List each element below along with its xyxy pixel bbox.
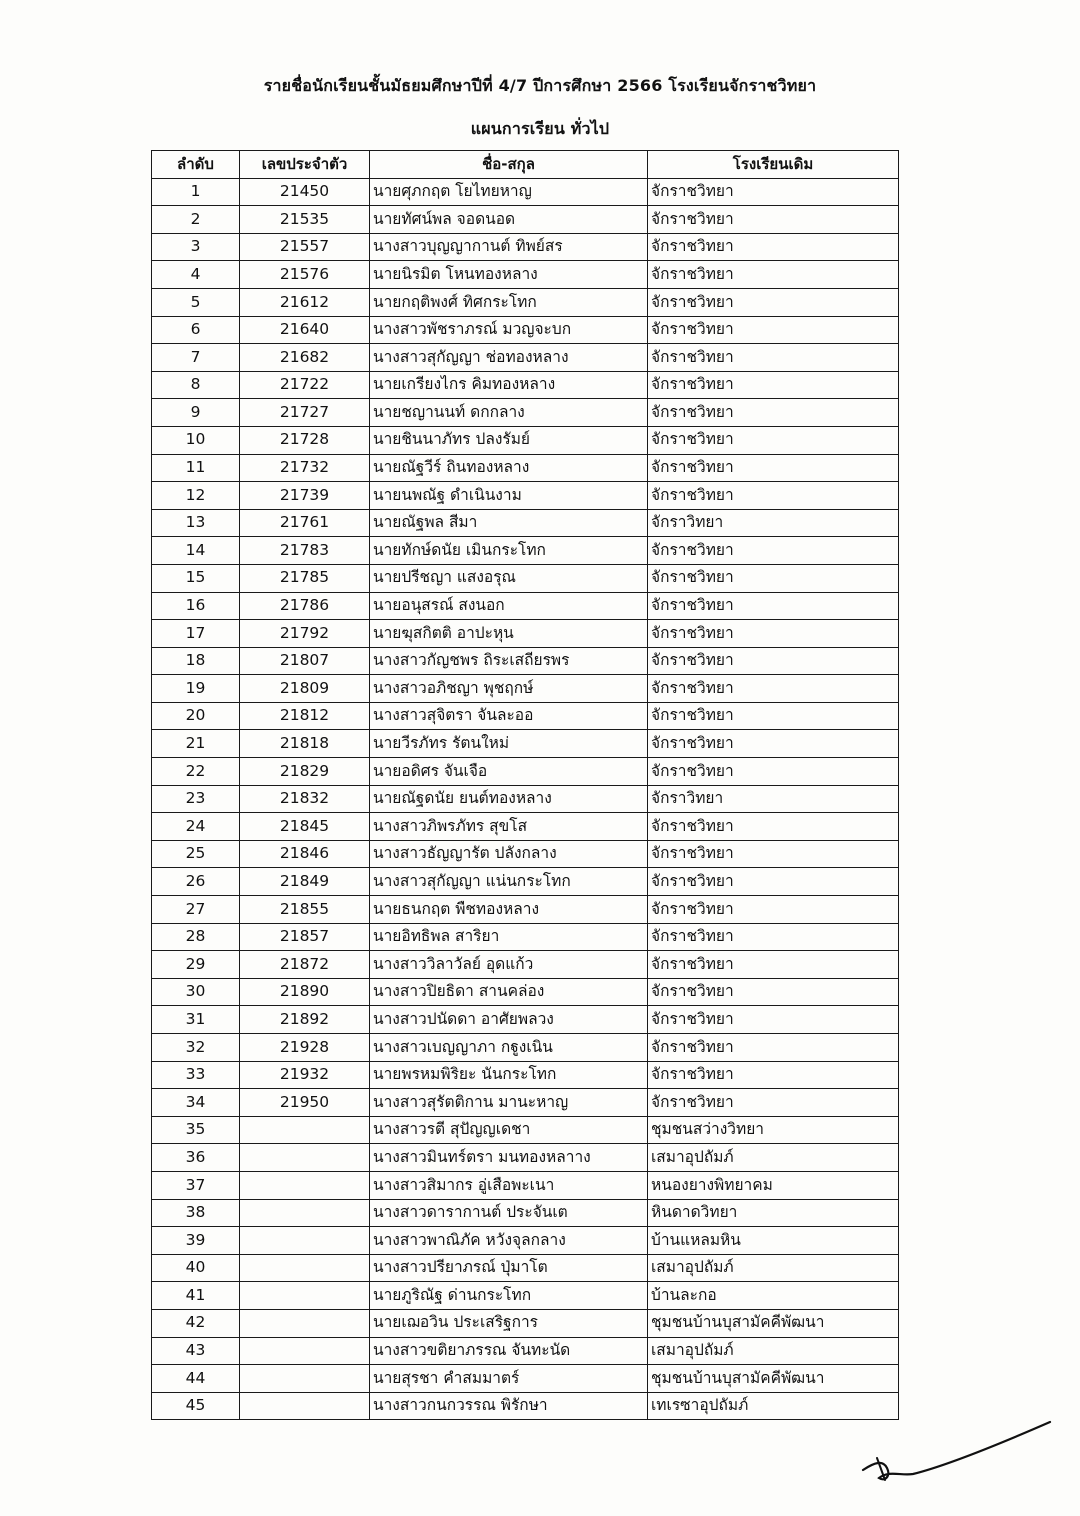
table-row xyxy=(152,261,899,289)
table-row xyxy=(152,509,899,537)
table-row xyxy=(152,482,899,510)
row-order: 1 xyxy=(152,178,240,206)
previous-school: จักราชวิทยา xyxy=(648,1006,899,1034)
row-order: 45 xyxy=(152,1392,240,1420)
table-row xyxy=(152,1365,899,1393)
header-previous-school: โรงเรียนเดิม xyxy=(648,151,899,179)
student-id: 21829 xyxy=(240,758,370,786)
previous-school: จักราวิทยา xyxy=(648,509,899,537)
header-order: ลำดับ xyxy=(152,151,240,179)
student-id: 21857 xyxy=(240,923,370,951)
previous-school: จักราชวิทยา xyxy=(648,592,899,620)
student-name: นายนิรมิต โหนทองหลาง xyxy=(370,261,648,289)
previous-school: จักราชวิทยา xyxy=(648,399,899,427)
previous-school: จักราชวิทยา xyxy=(648,923,899,951)
row-order: 2 xyxy=(152,206,240,234)
previous-school: หินดาดวิทยา xyxy=(648,1199,899,1227)
student-id: 21722 xyxy=(240,371,370,399)
student-name: นางสาวภิพรภัทร สุขโส xyxy=(370,813,648,841)
previous-school: จักราชวิทยา xyxy=(648,537,899,565)
table-row xyxy=(152,564,899,592)
table-row xyxy=(152,923,899,951)
previous-school: จักราชวิทยา xyxy=(648,702,899,730)
student-id: 21807 xyxy=(240,647,370,675)
previous-school: จักราชวิทยา xyxy=(648,758,899,786)
row-order: 9 xyxy=(152,399,240,427)
table-row xyxy=(152,675,899,703)
student-name: นายปรีชญา แสงอรุณ xyxy=(370,564,648,592)
student-name: นายสุรชา คำสมมาตร์ xyxy=(370,1365,648,1393)
previous-school: จักราชวิทยา xyxy=(648,261,899,289)
table-row xyxy=(152,840,899,868)
student-name: นายอดิศร จันเจือ xyxy=(370,758,648,786)
table-row xyxy=(152,1309,899,1337)
student-name: นางสาวสุกัญญา แน่นกระโทก xyxy=(370,868,648,896)
table-row xyxy=(152,288,899,316)
student-id xyxy=(240,1309,370,1337)
student-name: นางสาวปนัดดา อาศัยพลวง xyxy=(370,1006,648,1034)
student-id: 21576 xyxy=(240,261,370,289)
table-row xyxy=(152,896,899,924)
student-name: นายฆุสกิตติ อาปะหุน xyxy=(370,620,648,648)
student-name: นายณัฐดนัย ยนต์ทองหลาง xyxy=(370,785,648,813)
table-row xyxy=(152,206,899,234)
row-order: 20 xyxy=(152,702,240,730)
student-id: 21809 xyxy=(240,675,370,703)
row-order: 42 xyxy=(152,1309,240,1337)
student-id: 21612 xyxy=(240,288,370,316)
table-row xyxy=(152,178,899,206)
previous-school: จักราวิทยา xyxy=(648,785,899,813)
previous-school: จักราชวิทยา xyxy=(648,454,899,482)
previous-school: จักราชวิทยา xyxy=(648,840,899,868)
row-order: 36 xyxy=(152,1144,240,1172)
row-order: 31 xyxy=(152,1006,240,1034)
row-order: 21 xyxy=(152,730,240,758)
row-order: 24 xyxy=(152,813,240,841)
student-name: นายทัศน์พล จอดนอด xyxy=(370,206,648,234)
row-order: 12 xyxy=(152,482,240,510)
student-name: นายธนกฤต พืชทองหลาง xyxy=(370,896,648,924)
table-row xyxy=(152,1282,899,1310)
table-row xyxy=(152,454,899,482)
row-order: 27 xyxy=(152,896,240,924)
student-id: 21535 xyxy=(240,206,370,234)
student-name: นายพรหมพิริยะ นันกระโทก xyxy=(370,1061,648,1089)
previous-school: เทเรซาอุปถัมภ์ xyxy=(648,1392,899,1420)
previous-school: จักราชวิทยา xyxy=(648,344,899,372)
previous-school: ชุมชนสว่างวิทยา xyxy=(648,1116,899,1144)
student-id: 21832 xyxy=(240,785,370,813)
student-name: นางสาวดารากานต์ ประจันเต xyxy=(370,1199,648,1227)
table-row xyxy=(152,371,899,399)
student-name: นายชินนาภัทร ปลงรัมย์ xyxy=(370,426,648,454)
table-row xyxy=(152,813,899,841)
table-row xyxy=(152,978,899,1006)
previous-school: ชุมชนบ้านบุสามัคคีพัฒนา xyxy=(648,1365,899,1393)
student-name: นางสาวพาณิภัค หวังจุลกลาง xyxy=(370,1227,648,1255)
previous-school: จักราชวิทยา xyxy=(648,178,899,206)
row-order: 3 xyxy=(152,233,240,261)
previous-school: จักราชวิทยา xyxy=(648,675,899,703)
previous-school: บ้านละกอ xyxy=(648,1282,899,1310)
row-order: 23 xyxy=(152,785,240,813)
row-order: 43 xyxy=(152,1337,240,1365)
row-order: 35 xyxy=(152,1116,240,1144)
previous-school: จักราชวิทยา xyxy=(648,371,899,399)
student-id: 21818 xyxy=(240,730,370,758)
table-row xyxy=(152,868,899,896)
table-row xyxy=(152,951,899,979)
row-order: 33 xyxy=(152,1061,240,1089)
student-id: 21732 xyxy=(240,454,370,482)
student-id: 21890 xyxy=(240,978,370,1006)
table-body xyxy=(152,178,899,1420)
student-id: 21761 xyxy=(240,509,370,537)
student-name: นางสาวกนกวรรณ พิรักษา xyxy=(370,1392,648,1420)
previous-school: จักราชวิทยา xyxy=(648,564,899,592)
student-id: 21682 xyxy=(240,344,370,372)
student-name: นายณัฐวีร์ ถินทองหลาง xyxy=(370,454,648,482)
student-id: 21928 xyxy=(240,1034,370,1062)
student-name: นางสาวสุจิตรา จันละออ xyxy=(370,702,648,730)
row-order: 25 xyxy=(152,840,240,868)
student-id: 21728 xyxy=(240,426,370,454)
table-row xyxy=(152,1144,899,1172)
student-name: นายนพณัฐ ดำเนินงาม xyxy=(370,482,648,510)
student-id: 21783 xyxy=(240,537,370,565)
student-id xyxy=(240,1337,370,1365)
row-order: 30 xyxy=(152,978,240,1006)
row-order: 44 xyxy=(152,1365,240,1393)
student-id xyxy=(240,1171,370,1199)
previous-school: จักราชวิทยา xyxy=(648,206,899,234)
table-row xyxy=(152,316,899,344)
student-id: 21557 xyxy=(240,233,370,261)
previous-school: จักราชวิทยา xyxy=(648,1061,899,1089)
student-name: นายภูริณัฐ ด่านกระโทก xyxy=(370,1282,648,1310)
document-title: รายชื่อนักเรียนชั้นมัธยมศึกษาปีที่ 4/7 ปีการศึกษา 2566 โรงเรียนจักราชวิทยา xyxy=(263,76,817,95)
student-name: นางสาวขติยาภรรณ จันทะนัด xyxy=(370,1337,648,1365)
row-order: 17 xyxy=(152,620,240,648)
student-name: นางสาวบุญญากานต์ ทิพย์สร xyxy=(370,233,648,261)
row-order: 16 xyxy=(152,592,240,620)
student-id xyxy=(240,1116,370,1144)
student-name: นายวีรภัทร รัตนใหม่ xyxy=(370,730,648,758)
previous-school: จักราชวิทยา xyxy=(648,620,899,648)
header-student-id: เลขประจำตัว xyxy=(240,151,370,179)
table-row xyxy=(152,399,899,427)
row-order: 5 xyxy=(152,288,240,316)
table-row xyxy=(152,1199,899,1227)
previous-school: จักราชวิทยา xyxy=(648,868,899,896)
student-id: 21640 xyxy=(240,316,370,344)
previous-school: เสมาอุปถัมภ์ xyxy=(648,1254,899,1282)
row-order: 39 xyxy=(152,1227,240,1255)
table-row xyxy=(152,1392,899,1420)
student-id: 21892 xyxy=(240,1006,370,1034)
previous-school: จักราชวิทยา xyxy=(648,288,899,316)
student-id xyxy=(240,1227,370,1255)
table-row xyxy=(152,1116,899,1144)
student-id xyxy=(240,1254,370,1282)
student-name: นางสาวสิมากร อู่เสือพะเนา xyxy=(370,1171,648,1199)
student-name: นางสาวพัชราภรณ์ มวญจะบก xyxy=(370,316,648,344)
table-row xyxy=(152,1254,899,1282)
student-name: นายอิทธิพล สาริยา xyxy=(370,923,648,951)
student-id xyxy=(240,1199,370,1227)
row-order: 40 xyxy=(152,1254,240,1282)
student-name: นางสาวปิยธิดา สานคล่อง xyxy=(370,978,648,1006)
table-row xyxy=(152,1061,899,1089)
student-id xyxy=(240,1365,370,1393)
previous-school: เสมาอุปถัมภ์ xyxy=(648,1144,899,1172)
student-id: 21846 xyxy=(240,840,370,868)
student-name: นางสาวมินทร์ตรา มนทองหลาาง xyxy=(370,1144,648,1172)
student-name: นางสาวปรียาภรณ์ ปุ่มาโต xyxy=(370,1254,648,1282)
row-order: 10 xyxy=(152,426,240,454)
row-order: 13 xyxy=(152,509,240,537)
row-order: 18 xyxy=(152,647,240,675)
previous-school: จักราชวิทยา xyxy=(648,730,899,758)
previous-school: จักราชวิทยา xyxy=(648,1034,899,1062)
table-row xyxy=(152,426,899,454)
table-row xyxy=(152,1337,899,1365)
previous-school: จักราชวิทยา xyxy=(648,647,899,675)
row-order: 14 xyxy=(152,537,240,565)
student-name: นายกฤติพงศ์ ทิศกระโทก xyxy=(370,288,648,316)
table-row xyxy=(152,1171,899,1199)
student-id: 21786 xyxy=(240,592,370,620)
student-name: นางสาววิลาวัลย์ อุดแก้ว xyxy=(370,951,648,979)
student-id: 21950 xyxy=(240,1089,370,1117)
student-id: 21849 xyxy=(240,868,370,896)
student-id: 21739 xyxy=(240,482,370,510)
student-id: 21450 xyxy=(240,178,370,206)
row-order: 7 xyxy=(152,344,240,372)
table-header-row xyxy=(152,151,899,179)
student-name: นางสาวสุกัญญา ช่อทองหลาง xyxy=(370,344,648,372)
table-row xyxy=(152,592,899,620)
row-order: 22 xyxy=(152,758,240,786)
student-id xyxy=(240,1392,370,1420)
table-row xyxy=(152,344,899,372)
signature-mark xyxy=(855,1410,1055,1490)
table-row xyxy=(152,1034,899,1062)
student-id: 21872 xyxy=(240,951,370,979)
student-id xyxy=(240,1282,370,1310)
previous-school: บ้านแหลมหิน xyxy=(648,1227,899,1255)
previous-school: จักราชวิทยา xyxy=(648,978,899,1006)
table-row xyxy=(152,647,899,675)
student-name: นายทักษ์ดนัย เมินกระโทก xyxy=(370,537,648,565)
student-id: 21812 xyxy=(240,702,370,730)
student-name: นายเกรียงไกร คิมทองหลาง xyxy=(370,371,648,399)
row-order: 15 xyxy=(152,564,240,592)
row-order: 37 xyxy=(152,1171,240,1199)
row-order: 11 xyxy=(152,454,240,482)
student-name: นายณัฐพล สีมา xyxy=(370,509,648,537)
student-name: นางสาวสุรัตติกาน มานะหาญ xyxy=(370,1089,648,1117)
student-id: 21785 xyxy=(240,564,370,592)
previous-school: เสมาอุปถัมภ์ xyxy=(648,1337,899,1365)
table-row xyxy=(152,785,899,813)
student-id: 21932 xyxy=(240,1061,370,1089)
student-name: นางสาวอภิชญา พุชฤกษ์ xyxy=(370,675,648,703)
student-id: 21727 xyxy=(240,399,370,427)
student-name: นายชญานนท์ ดกกลาง xyxy=(370,399,648,427)
row-order: 19 xyxy=(152,675,240,703)
previous-school: จักราชวิทยา xyxy=(648,951,899,979)
student-name: นายศุภกฤต โยไทยหาญ xyxy=(370,178,648,206)
table-row xyxy=(152,1227,899,1255)
row-order: 41 xyxy=(152,1282,240,1310)
table-row xyxy=(152,758,899,786)
table-row xyxy=(152,537,899,565)
student-id: 21845 xyxy=(240,813,370,841)
header-full-name: ชื่อ-สกุล xyxy=(370,151,648,179)
student-id xyxy=(240,1144,370,1172)
row-order: 26 xyxy=(152,868,240,896)
table-row xyxy=(152,233,899,261)
row-order: 28 xyxy=(152,923,240,951)
table-row xyxy=(152,1006,899,1034)
student-roster-table xyxy=(151,150,899,1420)
previous-school: หนองยางพิทยาคม xyxy=(648,1171,899,1199)
row-order: 38 xyxy=(152,1199,240,1227)
previous-school: จักราชวิทยา xyxy=(648,426,899,454)
student-name: นางสาวรตี สุปัญญเดชา xyxy=(370,1116,648,1144)
row-order: 8 xyxy=(152,371,240,399)
previous-school: จักราชวิทยา xyxy=(648,482,899,510)
previous-school: จักราชวิทยา xyxy=(648,233,899,261)
row-order: 32 xyxy=(152,1034,240,1062)
previous-school: จักราชวิทยา xyxy=(648,813,899,841)
student-id: 21792 xyxy=(240,620,370,648)
previous-school: จักราชวิทยา xyxy=(648,1089,899,1117)
table-row xyxy=(152,730,899,758)
study-plan-subtitle: แผนการเรียน ทั่วไป xyxy=(470,119,610,138)
student-name: นางสาวเบญญาภา กฐูงเนิน xyxy=(370,1034,648,1062)
student-id: 21855 xyxy=(240,896,370,924)
student-name: นายเฌอวิน ประเสริฐการ xyxy=(370,1309,648,1337)
previous-school: จักราชวิทยา xyxy=(648,316,899,344)
row-order: 34 xyxy=(152,1089,240,1117)
student-name: นางสาวกัญชพร ถิระเสถียรพร xyxy=(370,647,648,675)
previous-school: จักราชวิทยา xyxy=(648,896,899,924)
row-order: 6 xyxy=(152,316,240,344)
student-name: นายอนุสรณ์ สงนอก xyxy=(370,592,648,620)
row-order: 4 xyxy=(152,261,240,289)
student-name: นางสาวธัญญารัต ปลังกลาง xyxy=(370,840,648,868)
previous-school: ชุมชนบ้านบุสามัคคีพัฒนา xyxy=(648,1309,899,1337)
row-order: 29 xyxy=(152,951,240,979)
table-row xyxy=(152,620,899,648)
table-row xyxy=(152,702,899,730)
table-row xyxy=(152,1089,899,1117)
